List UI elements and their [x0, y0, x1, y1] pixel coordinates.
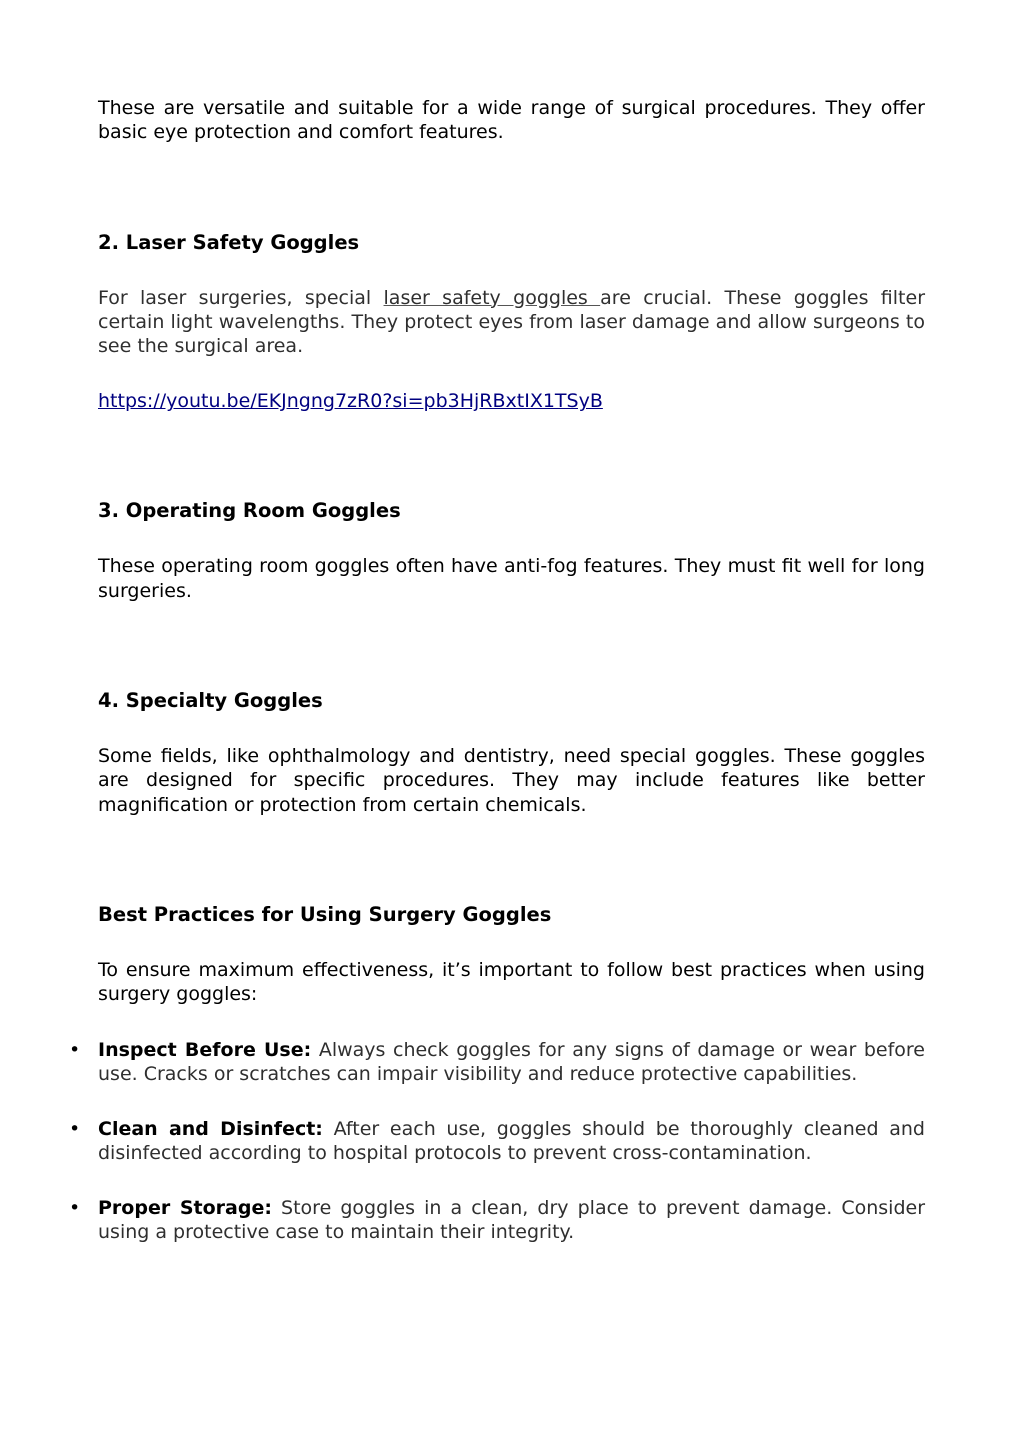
operating-room-goggles-heading: 3. Operating Room Goggles [98, 499, 401, 523]
operating-room-paragraph: These operating room goggles often have anti-fog features. They must fit well for long surgeries. [98, 555, 925, 602]
intro-paragraph: These are versatile and suitable for a wide range of surgical procedures. They offer basic eye protection and comfort features. [98, 97, 925, 144]
list-item-text: After each use, goggles should be thoroughly cleaned and disinfected according to hospital protocols to prevent cross-contamination. [98, 1117, 925, 1164]
laser-safety-goggles-link[interactable]: laser safety goggles [383, 286, 601, 309]
video-link-row [98, 389, 925, 413]
list-item-text: Always check goggles for any signs of damage or wear before use. Cracks or scratches can impair visibility and reduce protective capabilities. [98, 1038, 925, 1085]
youtube-video-link[interactable]: https://youtu.be/EKJngng7zR0?si=pb3HjRBxtIX1TSyB [98, 390, 603, 413]
best-practices-intro: To ensure maximum effectiveness, it’s important to follow best practices when using surgery goggles: [98, 958, 925, 1006]
bullet-icon: • [69, 1038, 81, 1061]
bullet-icon: • [69, 1117, 81, 1140]
list-item [69, 1196, 926, 1244]
list-item [69, 1038, 925, 1086]
bullet-icon: • [69, 1196, 81, 1219]
list-item-term: Proper Storage: [98, 1196, 272, 1219]
laser-text-after-link: are crucial. These goggles filter certain light wavelengths. They protect eyes from laser damage and allow surgeons to see the surgical area. [98, 286, 925, 358]
best-practices-list [69, 1038, 926, 1244]
specialty-goggles-heading: 4. Specialty Goggles [98, 689, 323, 713]
specialty-paragraph: Some fields, like ophthalmology and dentistry, need special goggles. These goggles are designed for specific procedures. They may include features like better magnification or protection from certain chemicals. [98, 745, 925, 816]
laser-goggles-heading: 2. Laser Safety Goggles [98, 230, 360, 254]
list-item-text: Store goggles in a clean, dry place to prevent damage. Consider using a protective case to maintain their integrity. [98, 1196, 926, 1243]
list-item-term: Clean and Disinfect: [98, 1117, 323, 1140]
document-page [69, 96, 926, 1244]
list-item-term: Inspect Before Use: [98, 1038, 312, 1061]
list-item [69, 1117, 925, 1165]
best-practices-heading: Best Practices for Using Surgery Goggles [98, 902, 552, 926]
laser-text-before-link: For laser surgeries, special [98, 286, 384, 309]
laser-goggles-paragraph [98, 286, 925, 359]
